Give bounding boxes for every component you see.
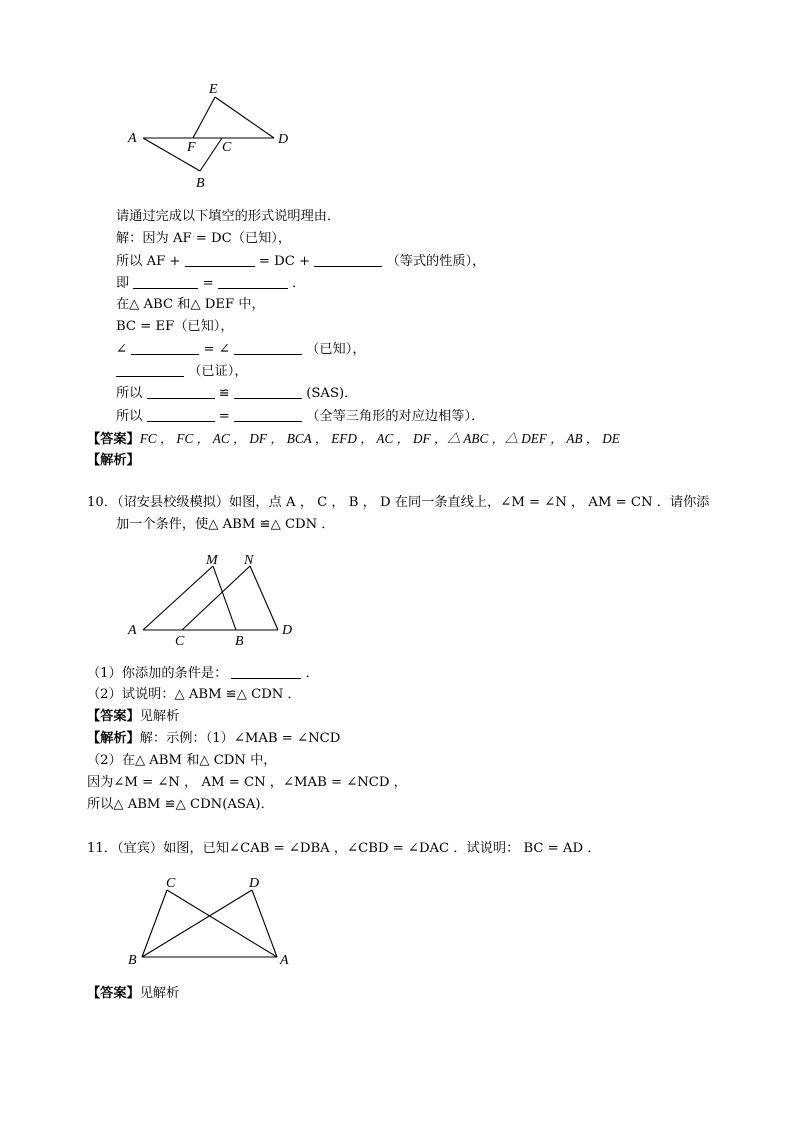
blank [185,252,255,267]
label-f: F [187,140,196,155]
q10-line-2: 加一个条件，使△ ABM ≌△ CDN ． [116,517,335,532]
q9-instruction: 请通过完成以下填空的形式说明理由． [116,209,341,224]
q10-a2: （2）在△ ABM 和△ CDN 中， [87,753,277,768]
answer-text: FC ， FC ， AC ， DF ， BCA ， EFD ， AC ， DF ，△ ABC ，△ DEF ， AB ， DE [139,431,620,446]
q9-text: ≌ [218,386,230,401]
q9-line-1: 解：因为 AF = DC（已知）， [116,231,292,246]
analysis-text: 解：示例：（1）∠MAB = ∠NCD [139,731,341,746]
q9-text: = [202,276,214,291]
q9-text: = ∠ [203,342,230,357]
line-nd [250,566,278,630]
label-d-2: D [282,623,293,638]
q9-line-8 [116,384,357,403]
q9-line-3 [116,274,305,293]
line-fe [193,97,215,138]
q9-text: 所以 AF + [116,254,181,269]
q10-sub1-end: ． [305,666,319,681]
answer-text: 见解析 [139,986,180,1001]
q9-text: = [218,409,230,424]
blank [147,407,215,422]
q10-sub1-text: （1）你添加的条件是： [87,666,228,681]
analysis-label: 【解析】 [87,731,140,746]
blank [234,384,302,399]
q11-answer [87,985,179,1003]
q9-analysis: 【解析】 [87,453,140,468]
blank [314,252,382,267]
q9-line-6 [116,340,366,359]
q9-text: （已知）， [306,342,366,357]
line-bc [200,138,222,171]
q9-line-4: 在△ ABC 和△ DEF 中， [116,297,265,312]
q10-analysis [87,730,340,748]
label-a-3: A [280,953,289,968]
q9-text: 所以 [116,409,143,424]
q9-line-7 [116,362,248,381]
label-b-3: B [128,953,137,968]
label-b-2: B [235,634,244,649]
blank [218,274,288,289]
q10-a3: 因为∠M = ∠N ， AM = CN ，∠MAB = ∠NCD ， [87,775,407,790]
q9-text: （全等三角形的对应边相等）． [306,409,485,424]
blank [234,407,302,422]
q10-sub-1 [87,664,319,683]
blank [131,340,199,355]
answer-label: 【答案】 [87,709,140,724]
q9-text: 所以 [116,386,143,401]
q10-sub-2: （2）试说明：△ ABM ≌△ CDN ． [87,687,301,702]
label-a: A [128,131,137,146]
q9-line-5: BC = EF（已知）， [116,319,234,334]
answer-text: 见解析 [139,709,180,724]
label-m: M [206,553,218,568]
line-ca [167,890,277,957]
blank [147,384,215,399]
label-b: B [196,176,205,191]
q10-answer [87,708,179,726]
q9-text: ． [292,276,306,291]
q9-answer [87,430,620,449]
blank [234,340,302,355]
q9-line-2 [116,252,485,271]
line-ed [215,97,274,138]
label-d-3: D [249,876,260,891]
label-a-2: A [128,623,137,638]
label-c: C [222,140,232,155]
line-am [143,566,213,630]
label-c-2: C [175,634,185,649]
q9-text: ∠ [116,342,128,357]
answer-label: 【答案】 [87,986,140,1001]
q9-line-9 [116,407,484,426]
q10-a4: 所以△ ABM ≌△ CDN(ASA)． [87,797,274,812]
blank [116,362,184,377]
q9-text: = DC + [258,254,311,269]
label-c-3: C [166,876,176,891]
answer-label: 【答案】 [87,432,140,447]
line-da [252,890,277,957]
blank [231,664,301,679]
line-bd [142,890,252,957]
blank [133,274,198,289]
q11-line-1: 11．（宜宾）如图，已知∠CAB = ∠DBA ，∠CBD = ∠DAC ．试说明： BC = AD ． [87,841,601,856]
label-e: E [209,82,218,97]
label-n: N [244,553,254,568]
q9-text: （已证）， [188,364,248,379]
q9-text: （等式的性质）， [386,254,486,269]
q9-text: 即 [116,276,130,291]
line-bc-3 [142,890,167,957]
q10-line-1: 10．（诏安县校级模拟）如图，点 A ， C ， B ， D 在同一条直线上，∠M = ∠N ， AM = CN ．请你添 [87,495,710,510]
q9-text: (SAS)． [306,386,358,401]
label-d: D [278,132,289,147]
